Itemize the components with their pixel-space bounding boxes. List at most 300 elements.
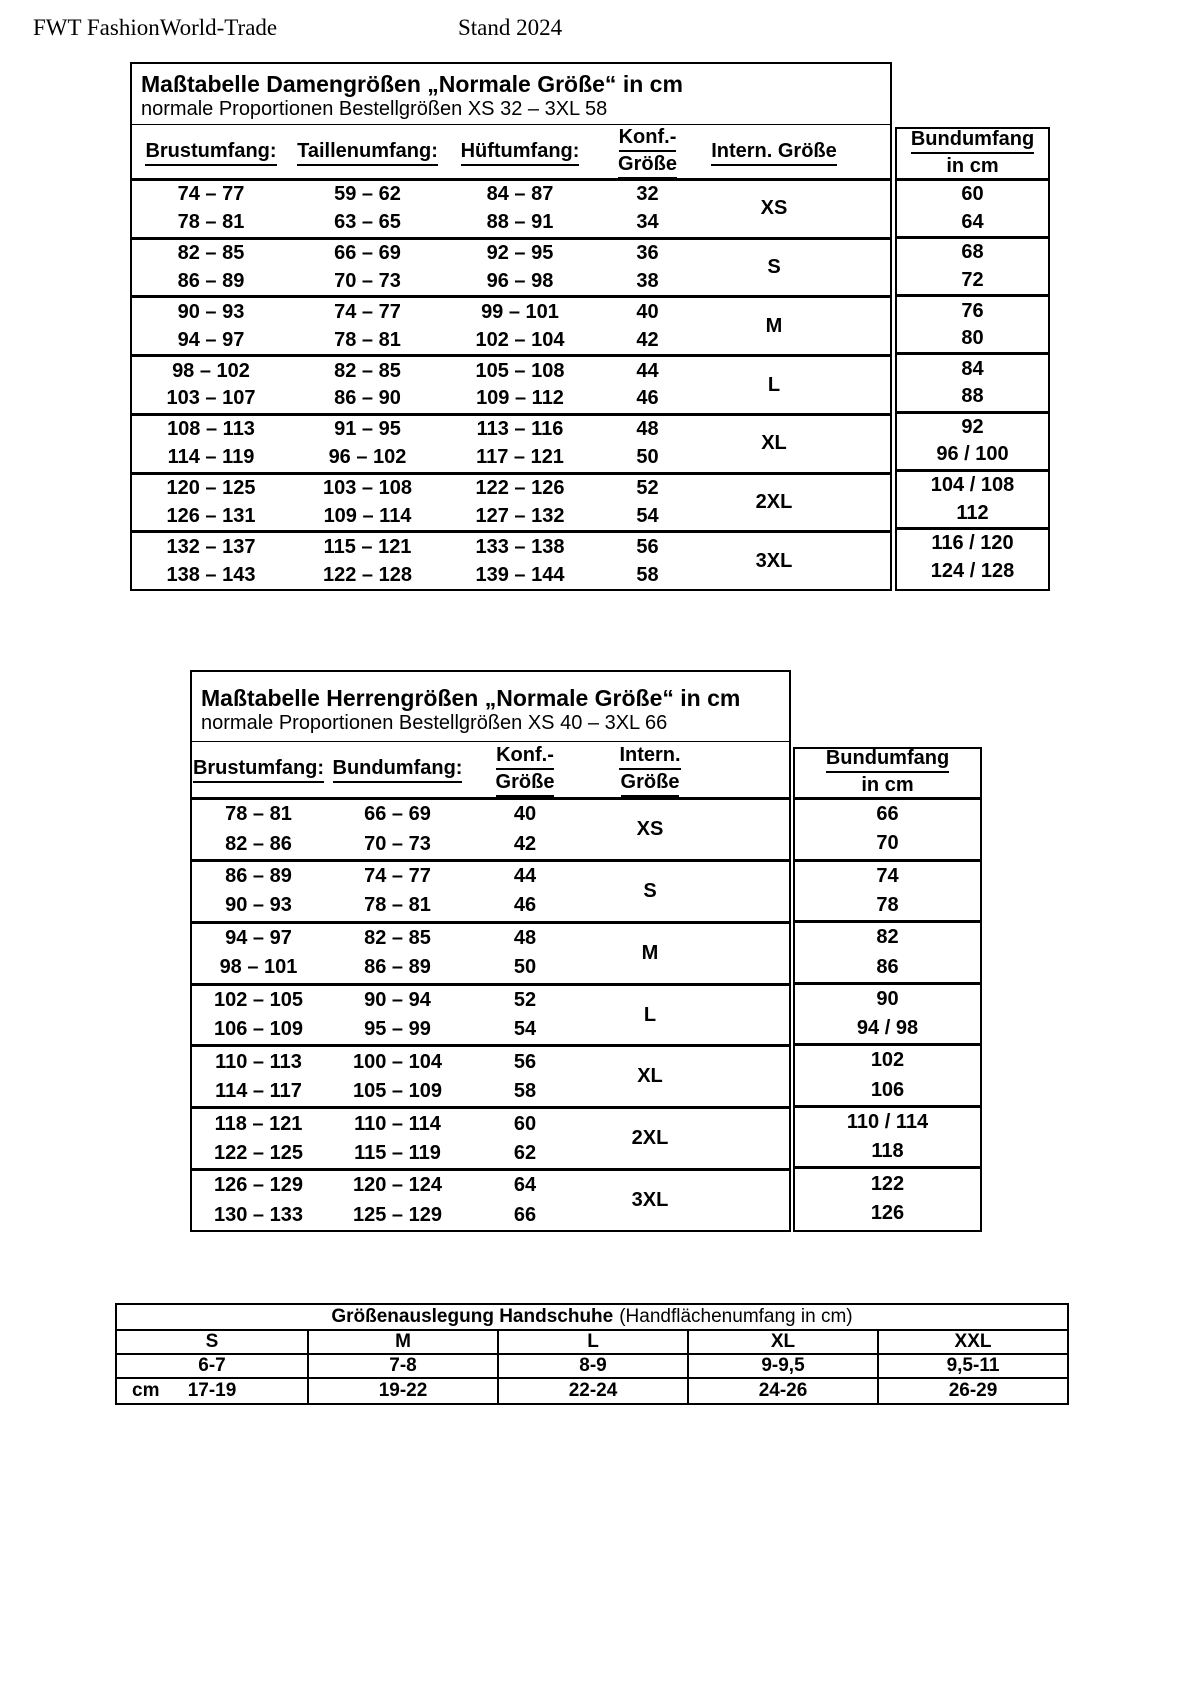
row-spacer	[848, 357, 890, 413]
glove-table-title	[117, 1305, 1067, 1331]
intern-size-cell	[580, 1047, 720, 1106]
konf-cell	[470, 800, 580, 859]
size-label: S	[205, 1331, 219, 1352]
bund-value: 60	[961, 183, 984, 206]
women-table-title: Maßtabelle Damengrößen „Normale Größe“ in cm	[141, 71, 683, 97]
range-value: 66 – 69	[334, 242, 401, 265]
size-group-3xl	[192, 1171, 789, 1230]
brust-range-cell	[132, 475, 290, 531]
range-value: 82 – 85	[334, 359, 401, 382]
bund-group-m	[795, 923, 980, 985]
range-value: 78 – 81	[334, 328, 401, 351]
range-value: 132 – 137	[166, 535, 256, 558]
range-value: 86 – 90	[334, 387, 401, 410]
bund-value: 126	[870, 1201, 905, 1224]
konf-cell	[470, 986, 580, 1045]
range-value: 86 – 89	[177, 270, 245, 292]
header-label: Taillenumfang:	[297, 139, 438, 166]
konf-value: 32	[636, 183, 659, 206]
konf-value: 36	[636, 242, 659, 265]
range-value: 90 – 93	[225, 894, 292, 917]
range-value: 102 – 104	[475, 328, 565, 351]
bund-value: 104 / 108	[930, 473, 1015, 496]
glove-cm-value	[877, 1379, 1067, 1403]
glove-cm-value	[497, 1379, 687, 1403]
range-value: 63 – 65	[334, 211, 401, 234]
bund-value: 106	[870, 1078, 905, 1101]
glove-cm-value	[687, 1379, 877, 1403]
row-spacer	[848, 298, 890, 354]
glove-size-value	[117, 1355, 307, 1377]
range-value: 86 – 89	[225, 865, 292, 888]
bund-range-cell	[325, 862, 470, 921]
row-spacer	[720, 800, 789, 859]
size-label: XL	[637, 1065, 663, 1088]
size-label: L	[767, 373, 781, 396]
stand-text: Stand 2024	[458, 15, 563, 40]
bund-value: 110 / 114	[846, 1111, 929, 1134]
intern-size-cell	[580, 1171, 720, 1230]
brust-range-cell	[132, 240, 290, 296]
row-spacer	[848, 181, 890, 237]
intern-size-cell	[700, 298, 848, 354]
range-value: 90 – 94	[364, 988, 431, 1011]
men-table-title: Maßtabelle Herrengrößen „Normale Größe“ in cm	[201, 685, 741, 711]
size-group-s	[132, 240, 890, 299]
range-value: 74 – 77	[364, 865, 431, 888]
row-spacer	[720, 924, 789, 983]
header-label: in cm	[946, 154, 998, 181]
row-spacer	[848, 240, 890, 296]
size-label: M	[395, 1331, 411, 1352]
value: 22-24	[568, 1380, 618, 1401]
range-value: 139 – 144	[475, 563, 565, 586]
range-value: 105 – 108	[475, 359, 565, 382]
glove-cm-row	[117, 1379, 1067, 1403]
huefte-range-cell	[445, 298, 595, 354]
bund-value: 82	[876, 926, 899, 949]
header-bundumfang	[333, 756, 463, 783]
konf-value: 60	[513, 1112, 537, 1135]
header-label: Konf.-	[496, 743, 554, 770]
size-label: XS	[636, 817, 664, 840]
size-label: XXL	[954, 1331, 992, 1352]
brust-range-cell	[192, 986, 325, 1045]
huefte-range-cell	[445, 533, 595, 589]
women-table-titlebox	[132, 64, 890, 125]
range-value: 95 – 99	[364, 1018, 431, 1041]
intern-size-cell	[700, 475, 848, 531]
women-bund-column	[895, 127, 1050, 591]
range-value: 126 – 129	[214, 1174, 303, 1197]
bund-value: 66	[876, 803, 899, 826]
konf-cell	[470, 924, 580, 983]
range-value: 118 – 121	[214, 1112, 303, 1135]
range-value: 110 – 113	[215, 1050, 302, 1073]
brust-range-cell	[132, 533, 290, 589]
men-size-table	[190, 670, 982, 1232]
value: 9,5-11	[946, 1355, 1000, 1376]
glove-header-xl	[687, 1331, 877, 1353]
taille-range-cell	[290, 181, 445, 237]
row-spacer	[848, 533, 890, 589]
konf-cell	[470, 1171, 580, 1230]
header-konf-groesse	[618, 125, 677, 179]
header-label: Brustumfang:	[193, 756, 324, 783]
range-value: 122 – 126	[475, 477, 565, 500]
konf-value: 46	[513, 894, 537, 917]
taille-range-cell	[290, 298, 445, 354]
bund-value: 96 / 100	[936, 443, 1009, 466]
brust-range-cell	[192, 862, 325, 921]
size-group-xs	[132, 181, 890, 240]
intern-size-cell	[580, 1109, 720, 1168]
range-value: 84 – 87	[486, 183, 554, 206]
konf-cell	[595, 475, 700, 531]
header-konf-groesse	[496, 743, 555, 797]
size-group-s	[192, 862, 789, 924]
size-label: L	[587, 1331, 599, 1352]
women-table-header-row	[132, 125, 890, 181]
men-table-header-row	[192, 742, 789, 800]
size-label: 2XL	[631, 1127, 669, 1150]
range-value: 92 – 95	[486, 242, 554, 265]
konf-cell	[595, 357, 700, 413]
konf-value: 34	[636, 211, 659, 234]
konf-value: 56	[513, 1050, 537, 1073]
konf-value: 58	[636, 563, 659, 586]
range-value: 115 – 119	[354, 1141, 441, 1164]
range-value: 70 – 73	[364, 832, 431, 855]
range-value: 94 – 97	[177, 328, 245, 351]
brust-range-cell	[132, 357, 290, 413]
brust-range-cell	[192, 800, 325, 859]
size-group-m	[192, 924, 789, 986]
range-value: 96 – 102	[328, 446, 407, 469]
header-label: Konf.-	[619, 125, 677, 152]
range-value: 88 – 91	[486, 211, 554, 234]
konf-value: 50	[513, 956, 537, 979]
glove-header-l	[497, 1331, 687, 1353]
size-group-2xl	[132, 475, 890, 534]
row-spacer	[848, 416, 890, 472]
range-value: 122 – 128	[323, 563, 412, 586]
glove-header-xxl	[877, 1331, 1067, 1353]
value: 8-9	[579, 1355, 607, 1376]
intern-size-cell	[700, 357, 848, 413]
bund-value: 78	[876, 894, 899, 916]
glove-size-table	[115, 1303, 1069, 1405]
range-value: 98 – 101	[219, 956, 298, 979]
bund-group-xl	[897, 414, 1048, 472]
size-group-m	[132, 298, 890, 357]
intern-size-cell	[700, 416, 848, 472]
bund-value: 102	[870, 1049, 905, 1072]
bund-group-l	[795, 985, 980, 1047]
row-spacer	[720, 862, 789, 921]
header-label: Intern. Größe	[711, 139, 837, 166]
range-value: 78 – 81	[177, 211, 245, 234]
header-brustumfang	[193, 756, 324, 783]
intern-size-cell	[580, 986, 720, 1045]
men-bund-column	[793, 747, 982, 1232]
size-label: XL	[770, 1331, 796, 1352]
intern-size-cell	[700, 533, 848, 589]
header-label: Größe	[621, 770, 680, 797]
range-value: 96 – 98	[486, 270, 554, 292]
bund-group-2xl	[795, 1108, 980, 1170]
konf-value: 40	[513, 803, 537, 826]
konf-value: 48	[636, 418, 659, 441]
glove-header-m	[307, 1331, 497, 1353]
size-label: XS	[760, 197, 788, 220]
row-spacer	[720, 1109, 789, 1168]
size-label: S	[643, 879, 657, 902]
bund-value: 116 / 120	[931, 532, 1014, 555]
taille-range-cell	[290, 357, 445, 413]
range-value: 113 – 116	[476, 418, 564, 441]
konf-value: 52	[513, 988, 537, 1011]
bund-value: 88	[961, 385, 984, 408]
konf-cell	[595, 298, 700, 354]
size-label: L	[643, 1003, 657, 1026]
bund-group-s	[897, 239, 1048, 297]
header-intern-groesse	[619, 743, 680, 797]
header-bundumfang-cm	[795, 749, 980, 800]
bund-value: 70	[876, 832, 899, 855]
konf-cell	[470, 862, 580, 921]
range-value: 102 – 105	[214, 988, 303, 1011]
huefte-range-cell	[445, 357, 595, 413]
header-hueftumfang	[461, 139, 580, 166]
bund-value: 94 / 98	[856, 1017, 919, 1040]
range-value: 106 – 109	[214, 1018, 303, 1041]
konf-value: 46	[636, 387, 659, 410]
konf-value: 62	[513, 1141, 537, 1164]
size-group-xs	[192, 800, 789, 862]
bund-group-xl	[795, 1046, 980, 1108]
value: 19-22	[378, 1380, 428, 1401]
value: 24-26	[758, 1380, 808, 1401]
men-table-main	[190, 670, 791, 1232]
row-spacer	[720, 1047, 789, 1106]
range-value: 127 – 132	[475, 504, 565, 527]
range-value: 125 – 129	[353, 1203, 442, 1226]
huefte-range-cell	[445, 475, 595, 531]
bund-value: 80	[961, 327, 984, 350]
bund-value: 72	[961, 268, 984, 291]
konf-cell	[470, 1047, 580, 1106]
brust-range-cell	[132, 298, 290, 354]
men-table-subtitle: normale Proportionen Bestellgrößen XS 40 – 3XL 66	[201, 712, 668, 735]
range-value: 82 – 86	[225, 832, 292, 855]
range-value: 110 – 114	[354, 1112, 441, 1135]
bund-range-cell	[325, 1047, 470, 1106]
konf-value: 66	[513, 1203, 537, 1226]
range-value: 133 – 138	[475, 535, 565, 558]
konf-cell	[470, 1109, 580, 1168]
range-value: 130 – 133	[214, 1203, 303, 1226]
women-table-subtitle: normale Proportionen Bestellgrößen XS 32 – 3XL 58	[141, 98, 608, 121]
header-intern-groesse	[711, 139, 837, 166]
range-value: 82 – 85	[364, 926, 431, 949]
konf-cell	[595, 240, 700, 296]
header-label: Brustumfang:	[145, 139, 276, 166]
range-value: 94 – 97	[225, 926, 292, 949]
bund-group-3xl	[897, 530, 1048, 585]
brust-range-cell	[132, 181, 290, 237]
bund-range-cell	[325, 924, 470, 983]
header-label: Bundumfang	[826, 746, 949, 773]
size-label: XL	[761, 432, 787, 455]
value: 17-19	[187, 1380, 237, 1401]
range-value: 114 – 117	[215, 1080, 302, 1103]
konf-value: 42	[513, 832, 537, 855]
taille-range-cell	[290, 533, 445, 589]
bund-range-cell	[325, 1171, 470, 1230]
bund-value: 68	[961, 241, 984, 264]
size-group-l	[132, 357, 890, 416]
bund-value: 76	[961, 299, 984, 322]
brust-range-cell	[192, 1109, 325, 1168]
bund-value: 124 / 128	[930, 559, 1015, 582]
unit-label: cm	[132, 1380, 160, 1401]
range-value: 117 – 121	[476, 446, 564, 469]
konf-value: 64	[513, 1174, 537, 1197]
konf-value: 50	[636, 446, 659, 469]
glove-size-value	[307, 1355, 497, 1377]
glove-cm-value	[307, 1379, 497, 1403]
women-table-main	[130, 62, 892, 591]
konf-value: 44	[636, 359, 659, 382]
range-value: 126 – 131	[166, 504, 256, 527]
bund-range-cell	[325, 1109, 470, 1168]
brust-range-cell	[132, 416, 290, 472]
bund-group-2xl	[897, 472, 1048, 530]
header-label: Intern.	[619, 743, 680, 770]
bund-group-xs	[897, 181, 1048, 239]
konf-value: 40	[636, 300, 659, 323]
range-value: 90 – 93	[177, 300, 245, 323]
bund-value: 84	[961, 357, 984, 380]
header-taillenumfang	[297, 139, 438, 166]
header-bundumfang-cm	[897, 129, 1048, 181]
men-table-body	[192, 800, 789, 1230]
range-value: 70 – 73	[334, 270, 401, 292]
bund-range-cell	[325, 800, 470, 859]
size-label: 3XL	[755, 549, 793, 572]
intern-size-cell	[700, 181, 848, 237]
value: 26-29	[948, 1380, 998, 1401]
intern-size-cell	[580, 862, 720, 921]
konf-value: 54	[636, 504, 659, 527]
bund-group-3xl	[795, 1169, 980, 1228]
size-group-xl	[132, 416, 890, 475]
taille-range-cell	[290, 475, 445, 531]
header-label: Bundumfang:	[333, 756, 463, 783]
bund-group-l	[897, 355, 1048, 413]
range-value: 78 – 81	[225, 803, 292, 826]
bund-value: 92	[961, 415, 984, 438]
range-value: 86 – 89	[364, 956, 431, 979]
konf-cell	[595, 416, 700, 472]
intern-size-cell	[580, 924, 720, 983]
konf-value: 42	[636, 328, 659, 351]
women-bund-values	[897, 181, 1048, 585]
taille-range-cell	[290, 240, 445, 296]
glove-cm-value	[117, 1379, 307, 1403]
brust-range-cell	[192, 924, 325, 983]
men-table-titlebox	[192, 672, 789, 742]
row-spacer	[848, 475, 890, 531]
intern-size-cell	[580, 800, 720, 859]
konf-value: 52	[636, 477, 659, 500]
glove-size-value	[687, 1355, 877, 1377]
range-value: 103 – 108	[323, 477, 412, 500]
konf-value: 48	[513, 926, 537, 949]
range-value: 78 – 81	[364, 894, 431, 917]
row-spacer	[720, 986, 789, 1045]
row-spacer	[720, 1171, 789, 1230]
huefte-range-cell	[445, 416, 595, 472]
range-value: 115 – 121	[323, 535, 412, 558]
range-value: 103 – 107	[166, 387, 256, 410]
range-value: 100 – 104	[353, 1050, 442, 1073]
header-label: Hüftumfang:	[461, 139, 580, 166]
konf-cell	[595, 533, 700, 589]
bund-range-cell	[325, 986, 470, 1045]
bund-value: 118	[871, 1140, 904, 1163]
brand-text: FWT FashionWorld-Trade	[33, 15, 278, 40]
konf-value: 44	[513, 865, 537, 888]
glove-size-value	[497, 1355, 687, 1377]
brust-range-cell	[192, 1171, 325, 1230]
header-label: in cm	[861, 773, 913, 800]
range-value: 114 – 119	[167, 446, 255, 469]
konf-value: 54	[513, 1018, 537, 1041]
bund-value: 112	[956, 501, 989, 524]
range-value: 59 – 62	[334, 183, 401, 206]
bund-value: 64	[961, 210, 984, 233]
range-value: 66 – 69	[364, 803, 431, 826]
glove-title-bold: Größenauslegung Handschuhe	[331, 1306, 614, 1327]
konf-value: 56	[636, 535, 659, 558]
size-label: M	[641, 941, 659, 964]
glove-header-row	[117, 1331, 1067, 1355]
bund-value: 86	[876, 955, 899, 978]
header-brustumfang	[145, 139, 276, 166]
bund-group-s	[795, 862, 980, 924]
range-value: 91 – 95	[334, 418, 401, 441]
brust-range-cell	[192, 1047, 325, 1106]
women-table-body	[132, 181, 890, 589]
size-group-3xl	[132, 533, 890, 589]
range-value: 105 – 109	[353, 1080, 442, 1103]
huefte-range-cell	[445, 181, 595, 237]
range-value: 122 – 125	[214, 1141, 303, 1164]
bund-value: 74	[876, 864, 899, 887]
range-value: 74 – 77	[334, 300, 401, 323]
size-group-2xl	[192, 1109, 789, 1171]
bund-value: 122	[870, 1172, 905, 1195]
range-value: 99 – 101	[481, 300, 559, 323]
konf-value: 58	[513, 1080, 537, 1103]
value: 7-8	[389, 1355, 417, 1376]
size-group-l	[192, 986, 789, 1048]
range-value: 138 – 143	[166, 563, 256, 586]
range-value: 74 – 77	[177, 183, 245, 206]
size-label: S	[767, 256, 781, 279]
